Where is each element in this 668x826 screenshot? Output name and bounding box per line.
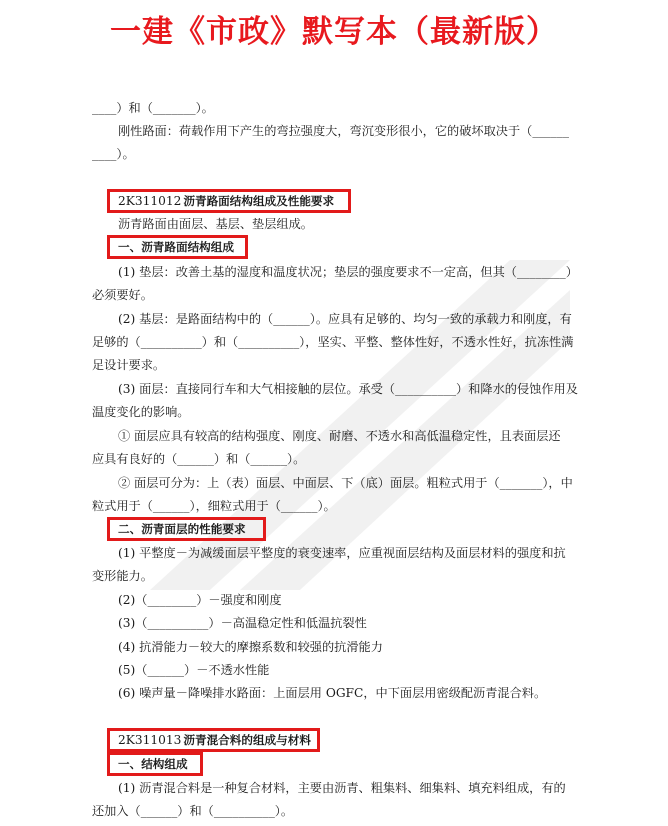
- subsection-heading-composition: 一、结构组成: [107, 752, 203, 776]
- text-line: (3) 面层：直接同行车和大气相接触的层位。承受（__________）和降水的侵蚀作用及: [118, 382, 578, 396]
- text-line: 温度变化的影响。: [92, 405, 190, 419]
- text-line: (1) 沥青混合料是一种复合材料，主要由沥青、粗集料、细集料、填充料组成，有的: [118, 781, 566, 795]
- section-heading-2k311012: 2K311012 沥青路面结构组成及性能要求: [107, 189, 351, 213]
- text-line: 粒式用于（______），细粒式用于（______）。: [92, 499, 336, 513]
- text-line: (2) 基层：是路面结构中的（______）。应具有足够的、均匀一致的承载力和刚度，有: [118, 312, 572, 326]
- text-line: (6) 噪声量－降噪排水路面：上面层用 OGFC，中下面层用密级配沥青混合料。: [118, 686, 547, 700]
- text-line: (2)（________）－强度和刚度: [118, 593, 282, 607]
- text-line: 刚性路面：荷载作用下产生的弯拉强度大，弯沉变形很小，它的破坏取决于（______: [118, 124, 569, 138]
- text-line: 变形能力。: [92, 569, 153, 583]
- text-line: 足设计要求。: [92, 358, 166, 372]
- text-line: (1) 垫层：改善土基的湿度和温度状况；垫层的强度要求不一定高，但其（________）: [118, 265, 578, 279]
- page-title: 一建《市政》默写本（最新版）: [110, 14, 558, 50]
- text-line: 还加入（______）和（__________）。: [92, 804, 294, 818]
- subsection-heading-performance: 二、沥青面层的性能要求: [107, 517, 266, 541]
- text-line: ① 面层应具有较高的结构强度、刚度、耐磨、不透水和高低温稳定性，且表面层还: [118, 429, 561, 443]
- text-line: (1) 平整度－为减缓面层平整度的衰变速率，应重视面层结构及面层材料的强度和抗: [118, 546, 566, 560]
- text-line: (4) 抗滑能力－较大的摩擦系数和较强的抗滑能力: [118, 640, 383, 654]
- text-line: 应具有良好的（______）和（______）。: [92, 452, 306, 466]
- text-line: ____）和（_______）。: [92, 101, 214, 115]
- text-line: (5)（______）－不透水性能: [118, 663, 270, 677]
- text-line: (3)（__________）－高温稳定性和低温抗裂性: [118, 616, 367, 630]
- text-line: 足够的（__________）和（__________），坚实、平整、整体性好，不透水性好，抗冻性满: [92, 335, 574, 349]
- subsection-heading-structure: 一、沥青路面结构组成: [107, 235, 248, 259]
- text-line: 必须要好。: [92, 288, 153, 302]
- text-line: ____）。: [92, 147, 135, 161]
- text-line: 沥青路面由面层、基层、垫层组成。: [118, 217, 313, 231]
- section-heading-2k311013: 2K311013 沥青混合料的组成与材料: [107, 728, 320, 752]
- text-line: ② 面层可分为：上（表）面层、中面层、下（底）面层。粗粒式用于（_______），中: [118, 476, 573, 490]
